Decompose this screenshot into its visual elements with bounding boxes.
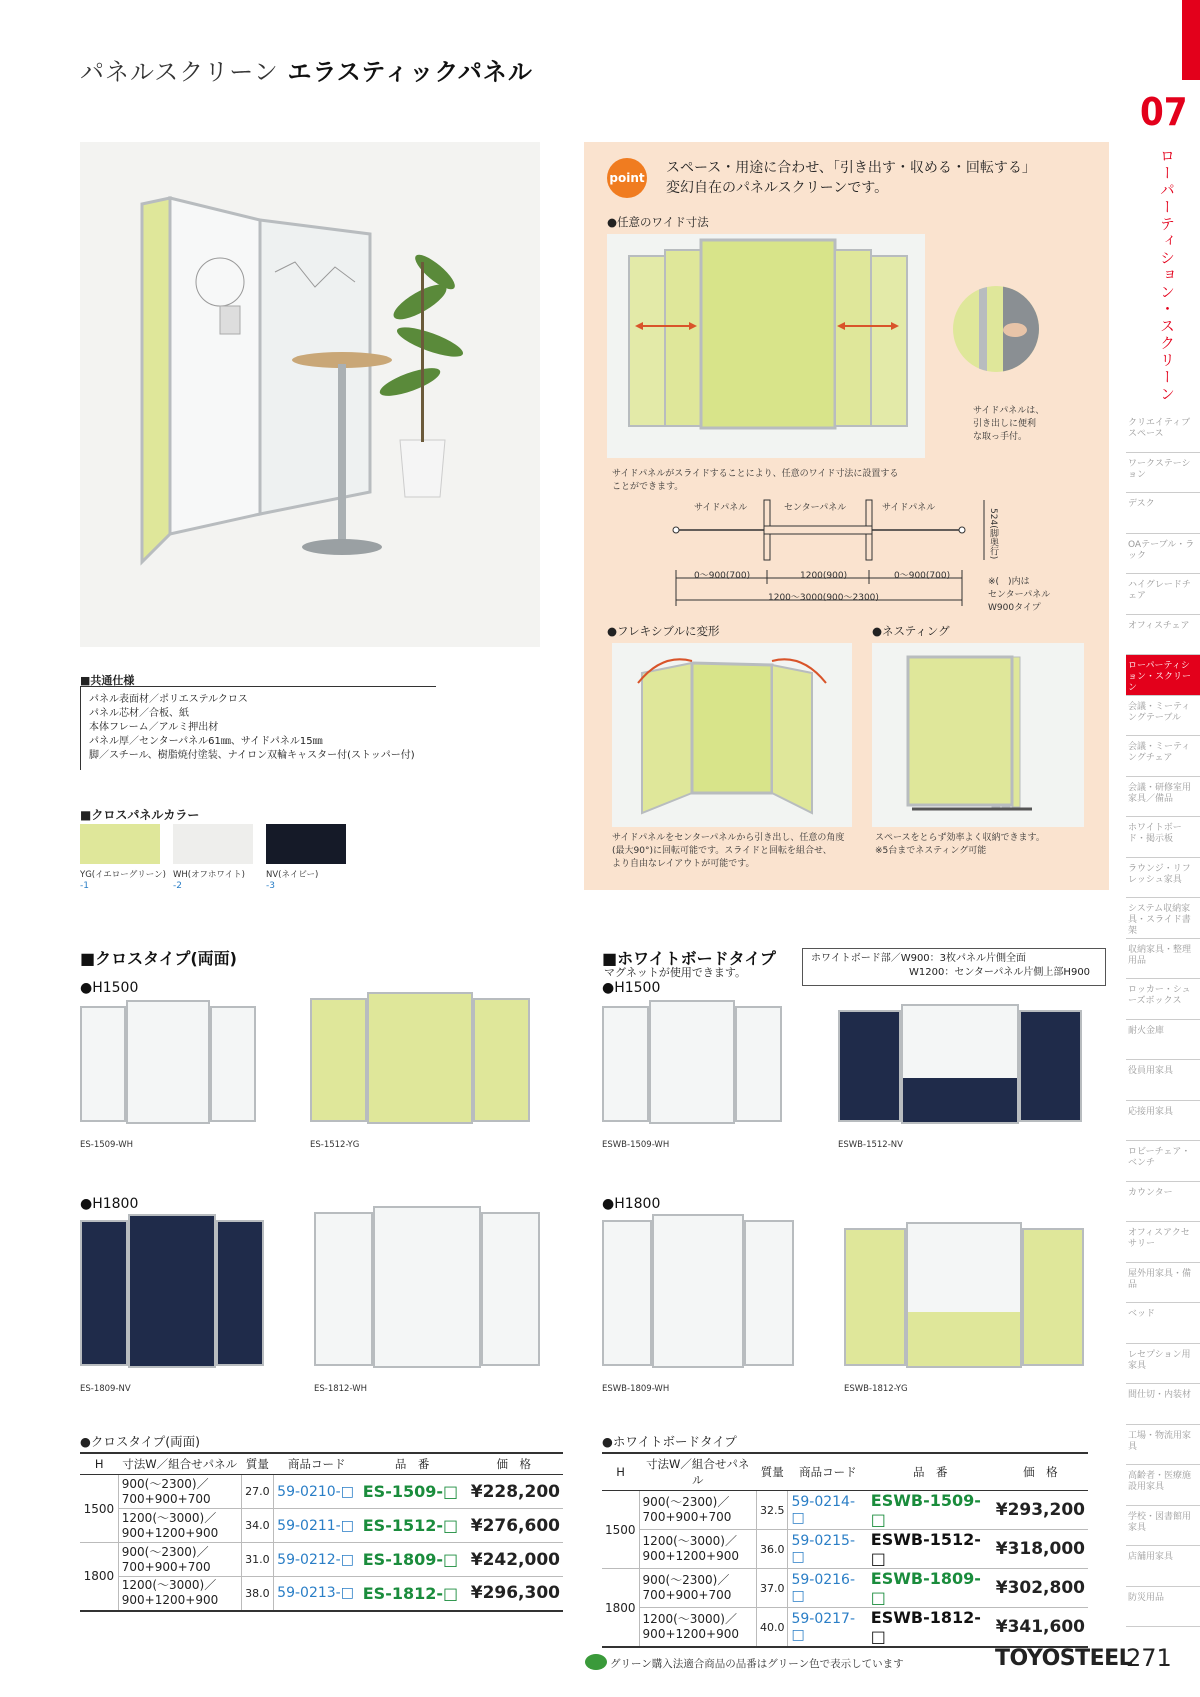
table-header-cell: 価 格 <box>465 1453 563 1475</box>
product-code-cell: 59-0211-□ <box>274 1509 360 1543</box>
flexible-desc-line-3: より自由なレイアウトが可能です。 <box>612 859 755 869</box>
handle-note <box>973 405 1044 444</box>
handle-note-line-1: サイドパネルは、 <box>973 406 1045 416</box>
size-cell <box>118 1577 241 1611</box>
price-cell: ¥341,600 <box>993 1608 1088 1648</box>
price-cell: ¥318,000 <box>993 1530 1088 1569</box>
price-cell: ¥242,000 <box>465 1543 563 1577</box>
wide-photo-illustration <box>607 234 925 458</box>
size-cell <box>639 1569 756 1608</box>
size-combo: 700+900+700 <box>121 1491 211 1506</box>
nesting-description <box>875 832 1045 858</box>
product-model-label: ES-1812-WH <box>314 1384 367 1394</box>
diagram-dim-right: 0～900(700) <box>894 571 951 581</box>
side-panel-left <box>314 1212 373 1366</box>
diagram-dim-left: 0～900(700) <box>694 571 751 581</box>
table-header-cell: 品 番 <box>360 1453 465 1475</box>
product-photo <box>80 1000 256 1134</box>
size-range: 900(～2300)／ <box>642 1495 730 1509</box>
size-cell <box>118 1543 241 1577</box>
whiteboard-note-line-1: ホワイトボード部／W900：3枚パネル片側全面 <box>811 953 1027 964</box>
sidebar-item[interactable]: ワークステーション <box>1126 453 1200 494</box>
table-row <box>602 1491 1088 1530</box>
category-nav <box>1126 412 1200 1627</box>
diagram-depth-value: 524 <box>988 508 998 526</box>
size-cell <box>639 1491 756 1530</box>
whiteboard-table-title: ●ホワイトボードタイプ <box>602 1434 737 1449</box>
product-model-label: ESWB-1512-NV <box>838 1140 903 1150</box>
sidebar-item[interactable]: 役員用家具 <box>1126 1060 1200 1101</box>
diagram-side-right: サイドパネル <box>882 503 936 513</box>
product-model-label: ESWB-1812-YG <box>844 1384 908 1394</box>
size-cell <box>639 1608 756 1648</box>
diagram-paren-note <box>988 576 1050 615</box>
sidebar-item[interactable]: ラウンジ・リフレッシュ家具 <box>1126 858 1200 899</box>
weight-cell: 40.0 <box>756 1608 788 1648</box>
price-cell: ¥228,200 <box>465 1475 563 1509</box>
weight-cell: 37.0 <box>756 1569 788 1608</box>
brand-logo: TOYOSTEEL <box>995 1646 1133 1671</box>
specs-heading: ■共通仕様 <box>80 674 135 687</box>
part-number-cell: ESWB-1512-□ <box>868 1530 993 1569</box>
page-title <box>80 52 533 87</box>
table-header-cell: 寸法W／組合せパネル <box>639 1453 756 1491</box>
product-model-label: ESWB-1809-WH <box>602 1384 670 1394</box>
weight-cell: 38.0 <box>241 1577 274 1611</box>
table-header-cell: 寸法W／組合せパネル <box>118 1453 241 1475</box>
product-model-label: ES-1509-WH <box>80 1140 133 1150</box>
side-panel-right <box>210 1006 256 1122</box>
table-header-row <box>80 1453 563 1475</box>
product-model-label: ES-1809-NV <box>80 1384 131 1394</box>
table-row <box>602 1608 1088 1648</box>
table-header-cell: 価 格 <box>993 1453 1088 1491</box>
part-number-cell: ES-1512-□ <box>360 1509 465 1543</box>
spec-line: パネル厚／センターパネル61㎜、サイドパネル15㎜ <box>89 736 323 747</box>
flexible-desc-line-2: (最大90°)に回転可能です。スライドと回転を組合せ、 <box>612 846 832 856</box>
height-cell: 1800 <box>602 1569 639 1648</box>
color-swatch <box>266 824 346 864</box>
sidebar-item[interactable]: カウンター <box>1126 1182 1200 1223</box>
size-combo: 900+1200+900 <box>121 1525 219 1540</box>
flexible-description <box>612 832 844 871</box>
nesting-photo-illustration <box>872 643 1084 827</box>
color-code: -2 <box>173 881 182 891</box>
title-category: パネルスクリーン <box>80 58 279 86</box>
diagram-dim-total: 1200～3000(900～2300) <box>768 593 879 603</box>
sidebar-item[interactable]: ハイグレードチェア <box>1126 574 1200 615</box>
product-photo <box>602 1214 794 1378</box>
product-model-label: ESWB-1509-WH <box>602 1140 670 1150</box>
sidebar-item[interactable]: 収納家具・整理用品 <box>1126 939 1200 980</box>
product-code-cell: 59-0212-□ <box>274 1543 360 1577</box>
sidebar-item[interactable]: 応接用家具 <box>1126 1101 1200 1142</box>
sidebar-item[interactable]: クリエイティブスペース <box>1126 412 1200 453</box>
table-header-cell: 質量 <box>756 1453 788 1491</box>
whiteboard-h1500-label: ●H1500 <box>602 980 661 996</box>
color-label: NV(ネイビー) <box>266 870 319 880</box>
cross-h1500-label: ●H1500 <box>80 980 139 996</box>
weight-cell: 34.0 <box>241 1509 274 1543</box>
spec-line: 脚／スチール、樹脂焼付塗装、ナイロン双輪キャスター付(ストッパー付) <box>89 750 415 761</box>
cross-price-table <box>80 1452 563 1612</box>
specs-list <box>80 686 436 770</box>
flexible-photo <box>612 643 852 827</box>
point-headline <box>666 158 1036 198</box>
table-row <box>602 1530 1088 1569</box>
whiteboard-subtitle: マグネットが使用できます。 <box>604 966 747 979</box>
table-header-cell: H <box>602 1453 639 1491</box>
product-code-cell: 59-0213-□ <box>274 1577 360 1611</box>
sidebar-item[interactable]: システム収納家具・スライド書架 <box>1126 898 1200 939</box>
size-range: 1200(～3000)／ <box>642 1612 737 1626</box>
side-panel-right <box>735 1006 782 1122</box>
part-number-cell: ESWB-1812-□ <box>868 1608 993 1648</box>
nesting-desc-line-1: スペースをとらず効率よく収納できます。 <box>875 833 1045 843</box>
weight-cell: 27.0 <box>241 1475 274 1509</box>
table-header-cell: 商品コード <box>274 1453 360 1475</box>
center-panel <box>901 1004 1019 1124</box>
size-cell <box>118 1509 241 1543</box>
center-panel <box>128 1214 216 1368</box>
wide-section-title: ●任意のワイド寸法 <box>607 215 709 229</box>
diagram-center: センターパネル <box>784 503 847 513</box>
diagram-side-left: サイドパネル <box>694 503 748 513</box>
part-number-cell: ES-1809-□ <box>360 1543 465 1577</box>
side-panel-right <box>481 1212 540 1366</box>
whiteboard-type-title: ■ホワイトボードタイプ <box>602 949 776 968</box>
table-row <box>80 1509 563 1543</box>
handle-closeup <box>953 286 1039 372</box>
product-photo <box>602 1000 782 1134</box>
color-label: WH(オフホワイト) <box>173 870 245 880</box>
main-photo-illustration <box>80 142 540 647</box>
sidebar-item[interactable]: 間仕切・内装材 <box>1126 1384 1200 1425</box>
size-range: 900(～2300)／ <box>121 1476 209 1491</box>
nesting-photo <box>872 643 1084 827</box>
wide-description <box>612 468 898 494</box>
sidebar-item[interactable]: ホワイトボード・掲示板 <box>1126 817 1200 858</box>
side-panel-left <box>844 1228 906 1366</box>
table-header-cell: 品 番 <box>868 1453 993 1491</box>
chapter-tab <box>1182 0 1200 80</box>
handle-closeup-illustration <box>953 286 1039 372</box>
price-cell: ¥276,600 <box>465 1509 563 1543</box>
color-swatch <box>173 824 253 864</box>
product-code-cell: 59-0215-□ <box>788 1530 868 1569</box>
height-cell: 1800 <box>80 1543 118 1611</box>
diagram-depth-note: (脚奥行) <box>988 525 998 560</box>
dimension-diagram <box>672 496 1002 608</box>
product-code-cell: 59-0216-□ <box>788 1569 868 1608</box>
chapter-number: 07 <box>1140 90 1188 134</box>
weight-cell: 36.0 <box>756 1530 788 1569</box>
center-panel <box>373 1206 481 1368</box>
side-panel-left <box>602 1220 652 1366</box>
sidebar-item[interactable]: オフィスチェア <box>1126 615 1200 656</box>
point-headline-line-2: 変幻自在のパネルスクリーンです。 <box>666 180 889 196</box>
sidebar-item[interactable]: 店舗用家具 <box>1126 1546 1200 1587</box>
side-panel-right <box>473 998 530 1122</box>
size-range: 1200(～3000)／ <box>121 1578 217 1593</box>
handle-note-line-2: 引き出しに便利 <box>973 419 1037 429</box>
product-model-label: ES-1512-YG <box>310 1140 360 1150</box>
size-range: 1200(～3000)／ <box>121 1510 217 1525</box>
size-combo: 900+1200+900 <box>642 1549 740 1563</box>
side-panel-right <box>216 1220 264 1366</box>
part-number-cell: ES-1812-□ <box>360 1577 465 1611</box>
green-purchase-icon <box>585 1654 607 1670</box>
spec-line: パネル表面材／ポリエステルクロス <box>89 694 248 705</box>
sidebar-item[interactable]: OAテーブル・ラック <box>1126 534 1200 575</box>
sidebar-item[interactable]: ロッカー・シューズボックス <box>1126 979 1200 1020</box>
size-combo: 700+900+700 <box>642 1588 732 1602</box>
table-row <box>602 1569 1088 1608</box>
part-number-cell: ESWB-1509-□ <box>868 1491 993 1530</box>
sidebar-item[interactable]: オフィスアクセサリー <box>1126 1222 1200 1263</box>
sidebar-item[interactable]: ロビーチェア・ベンチ <box>1126 1141 1200 1182</box>
table-row <box>80 1475 563 1509</box>
diagram-dim-center: 1200(900) <box>800 571 848 581</box>
product-photo <box>80 1214 264 1378</box>
wide-desc-line-2: ことができます。 <box>612 482 684 492</box>
flexible-section-title: ●フレキシブルに変形 <box>607 624 720 638</box>
sidebar-item[interactable]: ベッド <box>1126 1303 1200 1344</box>
flexible-photo-illustration <box>612 643 852 827</box>
sidebar-item[interactable]: 高齢者・医療施設用家具 <box>1126 1465 1200 1506</box>
side-panel-right <box>1022 1228 1084 1366</box>
sidebar-item[interactable]: 学校・図書館用家具 <box>1126 1506 1200 1547</box>
chapter-name: ローパーティション・スクリーン <box>1158 148 1176 403</box>
center-panel <box>906 1222 1022 1368</box>
size-combo: 900+1200+900 <box>642 1627 740 1641</box>
whiteboard-note <box>802 948 1106 986</box>
page-number: 271 <box>1126 1644 1172 1672</box>
center-panel <box>367 992 473 1124</box>
product-code-cell: 59-0214-□ <box>788 1491 868 1530</box>
cross-type-title: ■クロスタイプ(両面) <box>80 949 237 968</box>
color-label: YG(イエローグリーン) <box>80 870 166 880</box>
flexible-desc-line-1: サイドパネルをセンターパネルから引き出し、任意の角度 <box>612 833 845 843</box>
nesting-section-title: ●ネスティング <box>872 624 950 638</box>
table-header-row <box>602 1453 1088 1491</box>
sidebar-item[interactable]: 工場・物流用家具 <box>1126 1425 1200 1466</box>
price-cell: ¥293,200 <box>993 1491 1088 1530</box>
sidebar-item[interactable]: ローパーティション・スクリーン <box>1126 655 1200 696</box>
size-cell <box>118 1475 241 1509</box>
wide-photo <box>607 234 925 458</box>
size-combo: 900+1200+900 <box>121 1593 219 1608</box>
whiteboard-h1800-label: ●H1800 <box>602 1196 661 1212</box>
product-photo <box>844 1222 1084 1378</box>
table-row <box>80 1577 563 1611</box>
side-panel-right <box>1019 1010 1082 1122</box>
side-panel-right <box>744 1220 794 1366</box>
part-number-cell: ES-1509-□ <box>360 1475 465 1509</box>
color-swatch <box>80 824 160 864</box>
sidebar-item[interactable]: デスク <box>1126 493 1200 534</box>
product-photo <box>310 992 530 1134</box>
wide-desc-line-1: サイドパネルがスライドすることにより、任意のワイド寸法に設置する <box>612 469 899 479</box>
sidebar-item[interactable]: 耐火金庫 <box>1126 1020 1200 1061</box>
handle-note-line-3: な取っ手付。 <box>973 432 1028 442</box>
paren-note-line-2: センターパネル <box>988 590 1051 600</box>
sidebar-item[interactable]: 会議・研修室用家具／備品 <box>1126 777 1200 818</box>
side-panel-left <box>80 1220 128 1366</box>
paren-note-line-1: ※( )内は <box>988 577 1030 587</box>
main-product-photo <box>80 142 540 647</box>
size-combo: 700+900+700 <box>121 1559 211 1574</box>
product-code-cell: 59-0210-□ <box>274 1475 360 1509</box>
table-row <box>80 1543 563 1577</box>
size-range: 1200(～3000)／ <box>642 1534 737 1548</box>
cross-h1800-label: ●H1800 <box>80 1196 139 1212</box>
size-combo: 700+900+700 <box>642 1510 732 1524</box>
sidebar-item[interactable]: レセプション用家具 <box>1126 1344 1200 1385</box>
whiteboard-note-line-2: W1200：センターパネル片側上部H900 <box>909 967 1091 978</box>
sidebar-item[interactable]: 会議・ミーティングテーブル <box>1126 696 1200 737</box>
size-range: 900(～2300)／ <box>121 1544 209 1559</box>
weight-cell: 32.5 <box>756 1491 788 1530</box>
product-photo <box>314 1206 540 1378</box>
spec-line: 本体フレーム／アルミ押出材 <box>89 722 219 733</box>
diagram-depth <box>986 508 999 559</box>
title-product: エラスティックパネル <box>287 58 533 86</box>
side-panel-left <box>80 1006 126 1122</box>
sidebar-item[interactable]: 屋外用家具・備品 <box>1126 1263 1200 1304</box>
size-cell <box>639 1530 756 1569</box>
table-header-cell: H <box>80 1453 118 1475</box>
product-photo <box>838 1004 1082 1134</box>
nesting-desc-line-2: ※5台までネスティング可能 <box>875 846 987 856</box>
point-headline-line-1: スペース・用途に合わせ、「引き出す・収める・回転する」 <box>666 160 1036 176</box>
sidebar-item[interactable]: 会議・ミーティングチェア <box>1126 736 1200 777</box>
weight-cell: 31.0 <box>241 1543 274 1577</box>
color-code: -1 <box>80 881 89 891</box>
center-panel <box>126 1000 210 1124</box>
green-purchase-note: グリーン購入法適合商品の品番はグリーン色で表示しています <box>610 1658 904 1670</box>
price-cell: ¥302,800 <box>993 1569 1088 1608</box>
side-panel-left <box>310 998 367 1122</box>
table-header-cell: 質量 <box>241 1453 274 1475</box>
product-code-cell: 59-0217-□ <box>788 1608 868 1648</box>
sidebar-item[interactable]: 防災用品 <box>1126 1587 1200 1628</box>
side-panel-left <box>838 1010 901 1122</box>
cross-table-title: ●クロスタイプ(両面) <box>80 1434 201 1449</box>
height-cell: 1500 <box>602 1491 639 1569</box>
side-panel-left <box>602 1006 649 1122</box>
height-cell: 1500 <box>80 1475 118 1543</box>
size-range: 900(～2300)／ <box>642 1573 730 1587</box>
table-header-cell: 商品コード <box>788 1453 868 1491</box>
color-code: -3 <box>266 881 275 891</box>
point-badge: point <box>607 158 647 198</box>
part-number-cell: ESWB-1809-□ <box>868 1569 993 1608</box>
price-cell: ¥296,300 <box>465 1577 563 1611</box>
paren-note-line-3: W900タイプ <box>988 603 1041 613</box>
center-panel <box>652 1214 744 1368</box>
whiteboard-price-table <box>602 1452 1088 1648</box>
colors-heading: ■クロスパネルカラー <box>80 808 200 822</box>
center-panel <box>649 1000 735 1124</box>
spec-line: パネル芯材／合板、紙 <box>89 708 189 719</box>
